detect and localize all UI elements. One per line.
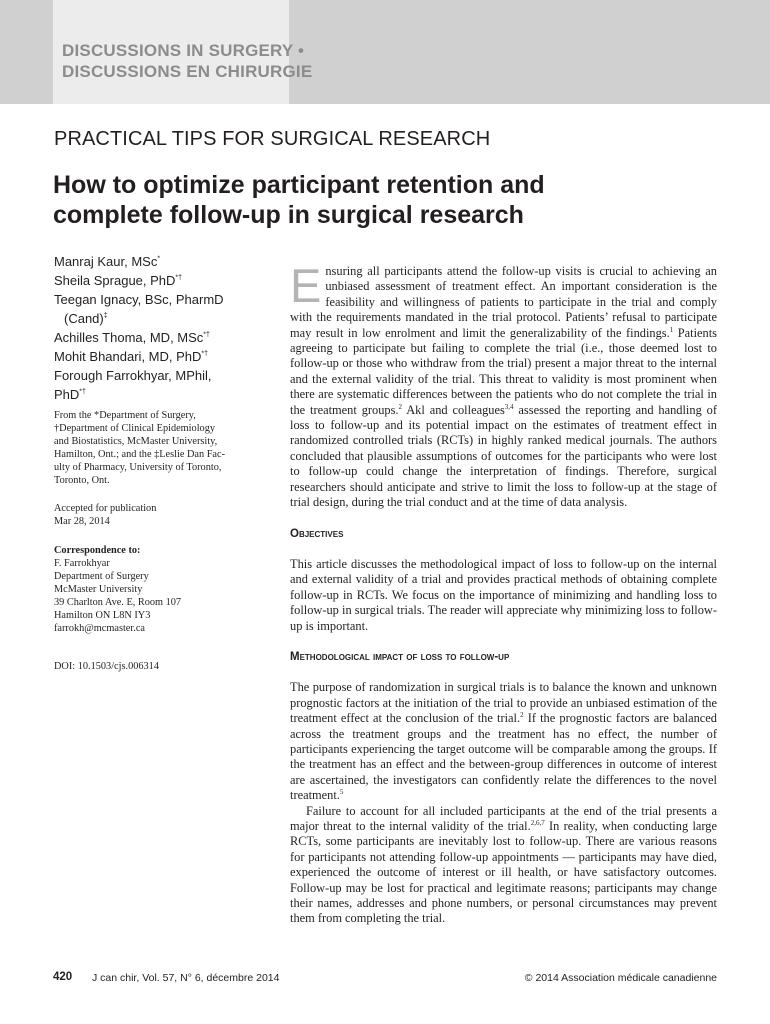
correspondence-heading: Correspondence to: — [54, 545, 141, 556]
correspondence: Correspondence to: F. Farrokhyar Department of Surgery McMaster University 39 Charlton Ave. E, Room 107 Hamilton ON L8N IY3 farrokh@mcmaster.ca — [54, 545, 182, 634]
accepted-date: Accepted for publication Mar 28, 2014 — [54, 503, 157, 527]
author-name: Mohit Bhandari, MD, PhD*† — [54, 349, 209, 364]
author-name: Teegan Ignacy, BSc, PharmD — [54, 292, 224, 307]
journal-citation: J can chir, Vol. 57, N° 6, décembre 2014 — [92, 972, 280, 984]
article-title — [53, 170, 703, 230]
body-paragraph: Failure to account for all included participants at the end of the trial presents a major threat to the internal validity of the trial.$^{2,6,7}$ In reality, when conducting large RCTs, some participants are inevitably lost to follow-up. There are various reasons for participants not attending follow-up appointments — participants may have died, experienced the outcome of interest or ill health, or have satisfactory outcomes. Follow-up may be lost for practical and legitimate reasons; participants may change their names, addresses and phone numbers, or personal circumstances may prevent them from completing the trial. — [290, 803, 718, 926]
series-banner — [62, 40, 312, 82]
author-name: Manraj Kaur, MSc* — [54, 254, 161, 269]
author-list — [54, 252, 274, 404]
title-line-1: How to optimize participant retention and — [53, 171, 545, 199]
article-body — [290, 259, 718, 927]
author-name: Achilles Thoma, MD, MSc*† — [54, 330, 210, 345]
objectives-heading: Objectives — [290, 527, 344, 540]
objectives-paragraph: This article discusses the methodological impact of loss to follow-up on the internal and external validity of a trial and provides practical methods of obtaining complete follow-up in RCTs. We focus on the importance of minimizing and handling loss to follow-up in surgical trials. The reader will appreciate why minimizing loss to follow-up is important. — [290, 556, 717, 633]
series-banner-line-2: DISCUSSIONS EN CHIRURGIE — [62, 62, 313, 81]
page-number: 420 — [53, 971, 73, 983]
author-name: (Cand)‡ — [64, 311, 108, 326]
copyright: © 2014 Association médicale canadienne — [524, 972, 717, 984]
author-name: Forough Farrokhyar, MPhil, — [54, 368, 212, 383]
correspondence-email[interactable]: farrokh@mcmaster.ca — [54, 623, 145, 634]
affiliation: From the *Department of Surgery, †Department of Clinical Epidemiology and Biostatistics, McMaster University, Hamilton, Ont.; and the ‡Leslie Dan Fac- ulty of Pharmacy, University of Toronto, Toronto, Ont. — [54, 410, 225, 486]
title-line-2: complete follow-up in surgical research — [53, 201, 524, 229]
series-banner-line-1: DISCUSSIONS IN SURGERY • — [62, 41, 305, 60]
drop-cap: E — [290, 259, 322, 312]
author-name: PhD*† — [54, 387, 86, 402]
author-name: Sheila Sprague, PhD*† — [54, 273, 183, 288]
intro-paragraph: Ensuring all participants attend the follow-up visits is crucial to achieving an unbiased assessment of treatment effect. An important consideration is the feasibility and willingness of patients to participate in the trial and comply with the requirements mandated in the trial protocol. Patients’ refusal to participate may result in low enrolment and limit the generalizability of the findings.$^1$ Patients agreeing to participate but failing to complete the trial (i.e., those deemed lost to follow-up or those who withdraw from the trial) present a major threat to the internal and the external validity of the trial. This threat to validity is most prominent when there are systematic differences between the patients who do not complete the trial in the treatment groups.$^2$ Akl and colleagues$^{3,4}$ assessed the reporting and handling of loss to follow-up and its potential impact on the estimates of treatment effect in randomized controlled trials (RCTs) in highly ranked medical journals. The authors concluded that plausible assumptions of outcomes for the participants who were lost to follow-up could change the interpretation of findings. Therefore, surgical researchers should anticipate and strive to limit the loss to follow-up at the stage of trial design, during the trial conduct and at the time of data analysis. — [290, 259, 717, 510]
body-paragraph: The purpose of randomization in surgical trials is to balance the known and unknown prognostic factors at the initiation of the trial to provide an unbiased estimation of the treatment effect at the conclusion of the trial.$^2$ If the prognostic factors are balanced across the treatment groups and the treatment has no effect, the number of participants experiencing the target outcome will be comparable among the groups. If the treatment has an effect and the between-group differences in outcome of interest are ascertained, the investigators can confidently relate the differences to the novel treatment.$^5$ — [290, 680, 717, 803]
methodological-heading: Methodological impact of loss to follow-up — [290, 650, 510, 663]
doi: DOI: 10.1503/cjs.006314 — [54, 661, 159, 672]
section-label: PRACTICAL TIPS FOR SURGICAL RESEARCH — [54, 128, 491, 150]
